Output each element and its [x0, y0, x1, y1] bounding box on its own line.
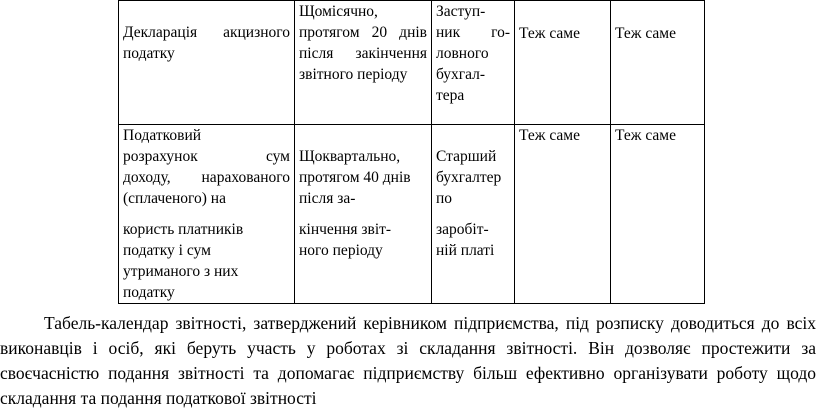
deadline-cell	[295, 125, 432, 304]
deadline-cell	[295, 1, 432, 125]
reporting-table	[118, 0, 705, 304]
body-paragraph	[0, 311, 816, 411]
cell-line: ловного	[436, 45, 489, 62]
table-row	[119, 1, 705, 125]
same-as-cell: Теж саме	[515, 125, 611, 304]
cell-line: після за-	[299, 190, 356, 207]
cell-line: Щомісячно,	[299, 3, 378, 20]
cell-line: ник го-	[436, 24, 510, 41]
document-cell	[119, 1, 295, 125]
cell-line: користь платників	[123, 221, 244, 238]
same-as-cell: Теж саме	[515, 1, 611, 125]
document-cell	[119, 125, 295, 304]
cell-line: тера	[436, 87, 465, 104]
cell-line: Заступ-	[436, 3, 486, 20]
cell-line: податку	[123, 45, 175, 62]
cell-line: звітного періоду	[299, 66, 408, 83]
cell-line: бухгалтер	[436, 169, 502, 186]
cell-line: по	[436, 190, 453, 207]
cell-line: Податковий	[123, 127, 202, 144]
cell-line: Старший	[436, 148, 497, 165]
responsible-cell	[432, 1, 515, 125]
cell-line: податку	[123, 284, 175, 301]
cell-line: податку і сум	[123, 242, 211, 259]
cell-line: Щоквартально,	[299, 148, 401, 165]
cell-line: кінчення звіт-	[299, 221, 392, 238]
cell-line: (сплаченого) на	[123, 190, 226, 207]
cell-line: протягом 20 днів	[299, 24, 427, 41]
cell-line: Декларація акцизного	[123, 24, 290, 41]
same-as-cell: Теж саме	[611, 1, 705, 125]
cell-line: доходу, нарахованого	[123, 169, 290, 186]
cell-line: протягом 40 днів	[299, 169, 411, 186]
cell-line: утриманого з них	[123, 263, 239, 280]
cell-line: бухгал-	[436, 66, 486, 83]
cell-line: розрахунок сум	[123, 148, 290, 165]
cell-line: після закінчення	[299, 45, 427, 62]
cell-line: заробіт-	[436, 221, 489, 238]
same-as-cell: Теж саме	[611, 125, 705, 304]
cell-line: ній платі	[436, 242, 495, 259]
table-row	[119, 125, 705, 304]
cell-line: ного періоду	[299, 242, 383, 259]
paragraph-text: Табель-календар звітності, затверджений керівником підприємства, під розписку доводиться до всіх виконавців і осіб, які беруть участь у роботах зі складання звітності. Він дозволяє простежити за своєчасністю подання звітності та допомагає підприємству більш ефективно організувати роботу щодо складання та подання податкової звітності	[0, 313, 816, 408]
responsible-cell	[432, 125, 515, 304]
